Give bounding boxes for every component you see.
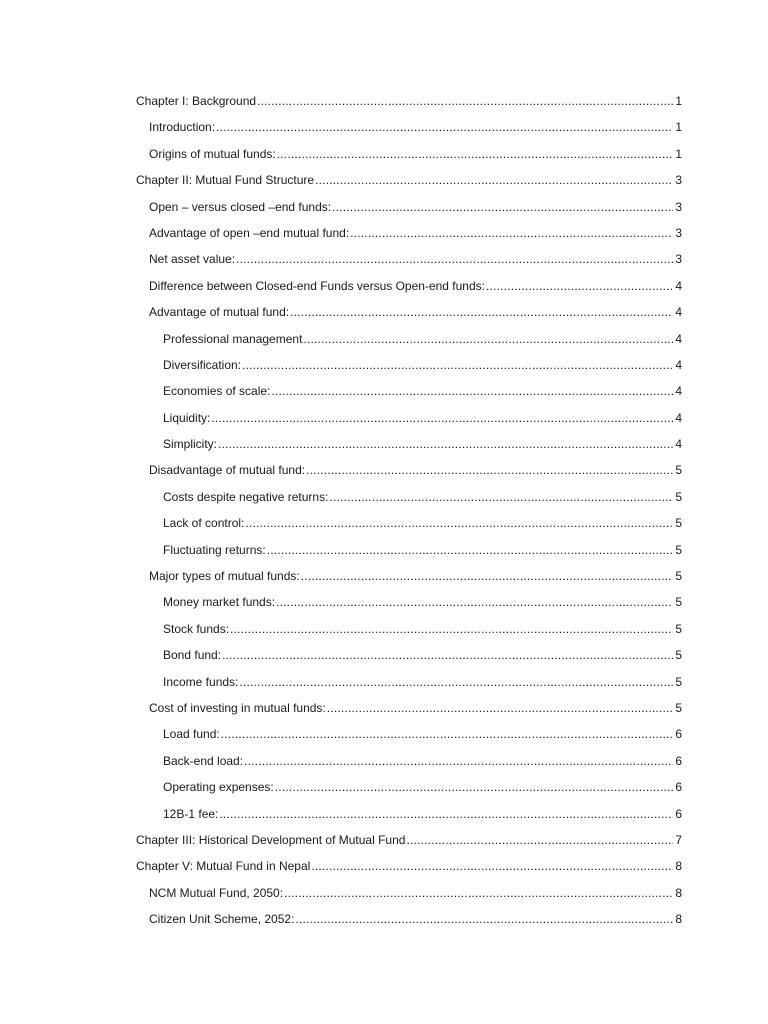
toc-entry-page-number: 3 [675, 252, 682, 267]
toc-entry-page-number: 1 [675, 120, 682, 135]
toc-entry-title: Citizen Unit Scheme, 2052: [149, 912, 295, 927]
toc-entry-title: 12B-1 fee: [163, 806, 219, 821]
toc-entry-page-number: 4 [675, 305, 682, 320]
toc-entry[interactable] [136, 114, 682, 140]
toc-entry[interactable] [136, 88, 682, 114]
toc-entry-page-number: 5 [675, 700, 682, 715]
toc-entry-title: Lack of control: [163, 516, 245, 531]
toc-entry[interactable] [136, 378, 682, 404]
toc-entry[interactable] [136, 563, 682, 589]
toc-dot-leader [242, 352, 673, 378]
toc-entry-page-number: 6 [675, 806, 682, 821]
toc-entry[interactable] [136, 141, 682, 167]
toc-dot-leader [257, 88, 673, 114]
toc-dot-leader [218, 431, 673, 457]
toc-entry-page-number: 4 [675, 357, 682, 372]
toc-entry-title: Bond fund: [163, 648, 222, 663]
toc-entry-title: Cost of investing in mutual funds: [149, 700, 326, 715]
toc-dot-leader [277, 141, 673, 167]
toc-entry-page-number: 5 [675, 595, 682, 610]
toc-entry-page-number: 4 [675, 384, 682, 399]
toc-entry-page-number: 3 [675, 199, 682, 214]
toc-entry[interactable] [136, 299, 682, 325]
toc-entry-title: Chapter II: Mutual Fund Structure [136, 173, 315, 188]
toc-entry-page-number: 8 [675, 912, 682, 927]
toc-entry[interactable] [136, 510, 682, 536]
toc-dot-leader [284, 880, 673, 906]
toc-entry[interactable] [136, 431, 682, 457]
toc-entry-page-number: 4 [675, 278, 682, 293]
toc-entry[interactable] [136, 695, 682, 721]
toc-entry[interactable] [136, 642, 682, 668]
toc-entry-title: Costs despite negative returns: [163, 489, 329, 504]
toc-entry-title: Liquidity: [163, 410, 211, 425]
toc-entry-title: Simplicity: [163, 437, 218, 452]
toc-entry[interactable] [136, 484, 682, 510]
toc-entry-page-number: 4 [675, 410, 682, 425]
toc-entry[interactable] [136, 457, 682, 483]
toc-entry[interactable] [136, 589, 682, 615]
toc-entry-title: Professional management [163, 331, 303, 346]
toc-dot-leader [221, 721, 673, 747]
toc-entry-title: Economies of scale: [163, 384, 271, 399]
toc-entry[interactable] [136, 167, 682, 193]
toc-dot-leader [230, 616, 673, 642]
toc-entry-title: Major types of mutual funds: [149, 569, 300, 584]
toc-entry-page-number: 5 [675, 674, 682, 689]
toc-entry[interactable] [136, 748, 682, 774]
toc-entry-title: Origins of mutual funds: [149, 146, 276, 161]
toc-entry-title: Introduction: [149, 120, 216, 135]
toc-dot-leader [311, 853, 673, 879]
toc-entry[interactable] [136, 273, 682, 299]
toc-dot-leader [239, 669, 673, 695]
toc-entry-page-number: 8 [675, 859, 682, 874]
toc-entry-title: NCM Mutual Fund, 2050: [149, 885, 284, 900]
toc-entry-title: Advantage of open –end mutual fund: [149, 225, 350, 240]
toc-dot-leader [267, 537, 673, 563]
toc-dot-leader [315, 167, 673, 193]
toc-entry-title: Difference between Closed-end Funds versus Open-end funds: [149, 278, 485, 293]
toc-dot-leader [211, 405, 673, 431]
toc-entry[interactable] [136, 405, 682, 431]
toc-entry-page-number: 4 [675, 437, 682, 452]
toc-entry-page-number: 6 [675, 753, 682, 768]
toc-entry[interactable] [136, 326, 682, 352]
toc-dot-leader [332, 194, 673, 220]
toc-entry[interactable] [136, 669, 682, 695]
toc-entry-page-number: 6 [675, 727, 682, 742]
toc-entry-page-number: 6 [675, 780, 682, 795]
toc-entry[interactable] [136, 537, 682, 563]
toc-entry-title: Chapter V: Mutual Fund in Nepal [136, 859, 311, 874]
toc-entry[interactable] [136, 801, 682, 827]
toc-entry[interactable] [136, 827, 682, 853]
toc-entry[interactable] [136, 616, 682, 642]
toc-entry-page-number: 5 [675, 463, 682, 478]
toc-dot-leader [290, 299, 673, 325]
toc-entry-title: Net asset value: [149, 252, 236, 267]
toc-dot-leader [301, 563, 673, 589]
toc-dot-leader [406, 827, 673, 853]
toc-dot-leader [327, 695, 673, 721]
toc-entry-title: Diversification: [163, 357, 242, 372]
toc-dot-leader [219, 801, 673, 827]
toc-entry-page-number: 4 [675, 331, 682, 346]
toc-dot-leader [350, 220, 673, 246]
table-of-contents [136, 88, 682, 933]
toc-dot-leader [275, 774, 673, 800]
toc-dot-leader [306, 457, 673, 483]
toc-entry-title: Load fund: [163, 727, 220, 742]
toc-dot-leader [295, 906, 673, 932]
toc-entry-page-number: 1 [675, 146, 682, 161]
toc-entry[interactable] [136, 246, 682, 272]
toc-dot-leader [236, 246, 673, 272]
toc-entry[interactable] [136, 774, 682, 800]
toc-entry[interactable] [136, 721, 682, 747]
toc-dot-leader [244, 748, 673, 774]
toc-entry-page-number: 3 [675, 173, 682, 188]
toc-entry-page-number: 5 [675, 542, 682, 557]
toc-dot-leader [486, 273, 673, 299]
toc-entry-title: Fluctuating returns: [163, 542, 266, 557]
toc-entry-title: Stock funds: [163, 621, 230, 636]
toc-entry-title: Operating expenses: [163, 780, 274, 795]
toc-entry-page-number: 1 [675, 94, 682, 108]
toc-entry-title: Chapter III: Historical Development of Mutual Fund [136, 832, 406, 847]
toc-entry[interactable] [136, 853, 682, 879]
toc-entry[interactable] [136, 352, 682, 378]
toc-entry-page-number: 5 [675, 648, 682, 663]
toc-entry-title: Back-end load: [163, 753, 244, 768]
toc-dot-leader [276, 589, 673, 615]
toc-dot-leader [303, 326, 673, 352]
toc-entry[interactable] [136, 880, 682, 906]
toc-entry-title: Chapter I: Background [136, 94, 257, 108]
toc-entry-title: Money market funds: [163, 595, 276, 610]
toc-entry-page-number: 5 [675, 516, 682, 531]
toc-entry-title: Open – versus closed –end funds: [149, 199, 332, 214]
toc-entry-page-number: 5 [675, 489, 682, 504]
toc-dot-leader [329, 484, 673, 510]
toc-entry-title: Advantage of mutual fund: [149, 305, 290, 320]
toc-entry[interactable] [136, 906, 682, 932]
toc-entry[interactable] [136, 220, 682, 246]
toc-entry-title: Disadvantage of mutual fund: [149, 463, 306, 478]
toc-entry-page-number: 5 [675, 621, 682, 636]
toc-entry-page-number: 3 [675, 225, 682, 240]
toc-entry-page-number: 8 [675, 885, 682, 900]
toc-entry-title: Income funds: [163, 674, 239, 689]
toc-dot-leader [245, 510, 673, 536]
toc-dot-leader [216, 114, 673, 140]
toc-entry-page-number: 5 [675, 569, 682, 584]
toc-dot-leader [271, 378, 673, 404]
toc-entry-page-number: 7 [675, 832, 682, 847]
toc-entry[interactable] [136, 194, 682, 220]
toc-dot-leader [222, 642, 673, 668]
